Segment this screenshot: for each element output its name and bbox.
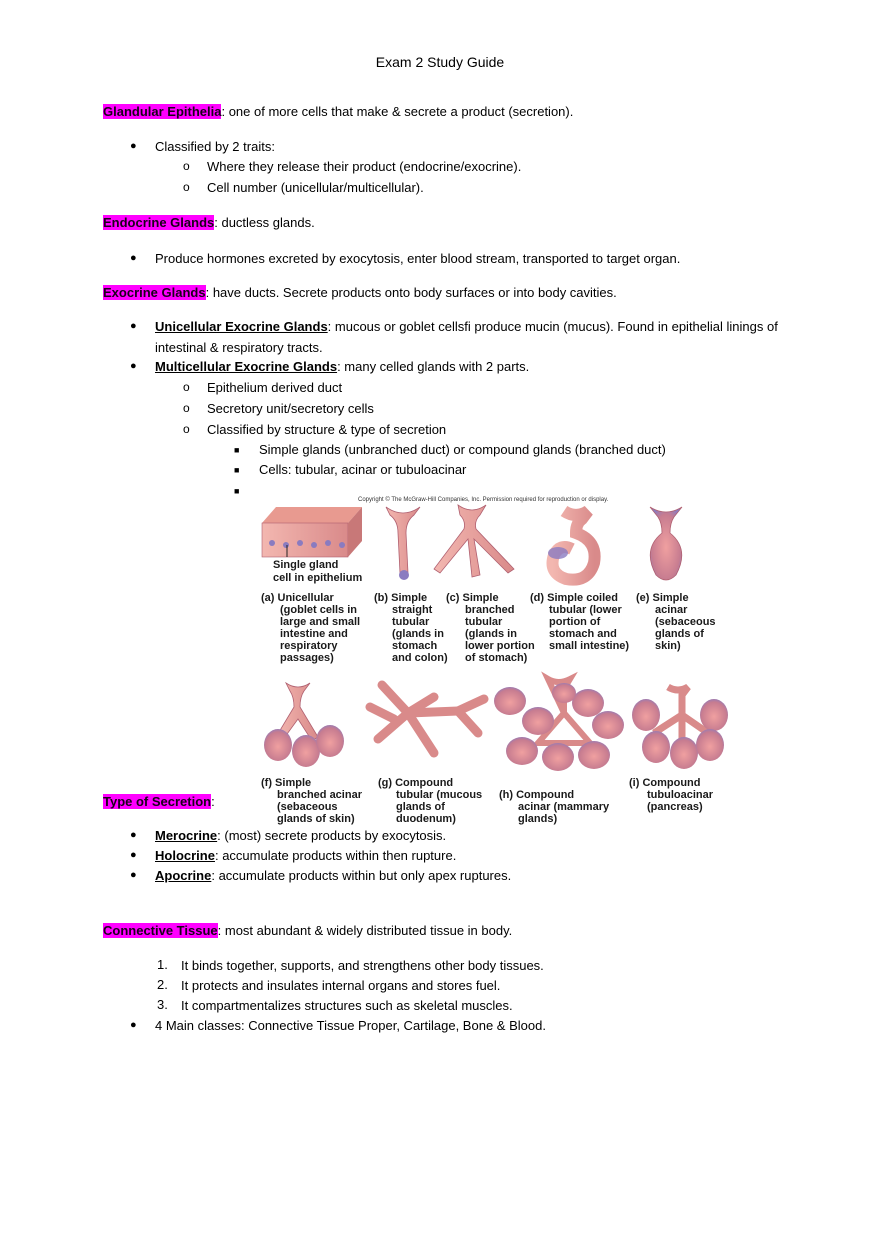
single-gland-label: Single gland cell in epithelium	[273, 559, 363, 584]
secretion-item-term: Holocrine	[155, 848, 215, 863]
connective-def: : most abundant & widely distributed tissue in body.	[217, 923, 513, 938]
secretion-item	[155, 827, 446, 845]
classified-text: Classified by 2 traits:	[155, 139, 275, 154]
secretion-item-def: : accumulate products within then rupture.	[214, 848, 457, 863]
connective-paragraph	[103, 922, 512, 940]
secretion-item	[155, 847, 456, 865]
secretion-item-term: Merocrine	[155, 828, 218, 843]
compound-tubuloacinar-illustration	[632, 687, 728, 769]
caption-b: (b) Simple straight tubular (glands in stomach and colon)	[374, 592, 448, 664]
endocrine-bullet: Produce hormones excreted by exocytosis, enter blood stream, transported to target organ.	[155, 251, 681, 266]
caption-h: (h) Compound acinar (mammary glands)	[499, 789, 610, 825]
caption-d: (d) Simple coiled tubular (lower portion of stomach and small intestine)	[530, 592, 630, 652]
secretion-item-def: : accumulate products within but only apex ruptures.	[211, 868, 512, 883]
square-bullet-icon: ■	[234, 486, 240, 496]
unicellular-line	[155, 318, 778, 336]
bullet-icon: ●	[130, 869, 137, 881]
compound-acinar-illustration	[494, 679, 624, 771]
part-item: Epithelium derived duct	[207, 380, 343, 395]
caption-a: (a) Unicellular (goblet cells in large and small intestine and respiratory passages)	[261, 592, 361, 664]
simple-branched-tubular-illustration	[434, 505, 514, 577]
secretion-paragraph	[103, 793, 215, 811]
caption-g: (g) Compound tubular (mucous glands of duodenum)	[378, 777, 483, 825]
list-number: 1.	[157, 957, 168, 972]
bullet-icon: ●	[130, 829, 137, 841]
square-bullet-icon: ■	[234, 465, 240, 475]
bullet-icon: ●	[130, 849, 137, 861]
endocrine-def: : ductless glands.	[214, 215, 315, 230]
secretion-item-term: Apocrine	[155, 868, 212, 883]
unicellular-term: Unicellular Exocrine Glands	[155, 319, 328, 334]
bullet-icon: ●	[130, 360, 137, 372]
simple-branched-acinar-illustration	[264, 683, 344, 767]
list-number: 2.	[157, 977, 168, 992]
simple-acinar-illustration	[650, 507, 682, 580]
sub-item: Cells: tubular, acinar or tubuloacinar	[259, 462, 467, 477]
part-item: Secretory unit/secretory cells	[207, 401, 374, 416]
connective-term: Connective Tissue	[103, 923, 218, 938]
numbered-item: It compartmentalizes structures such as skeletal muscles.	[181, 998, 513, 1013]
caption-e: (e) Simple acinar (sebaceous glands of skin)	[636, 592, 716, 652]
caption-c: (c) Simple branched tubular (glands in lower portion of stomach)	[446, 592, 535, 664]
circle-bullet-icon: o	[183, 422, 190, 436]
trait-item: Cell number (unicellular/multicellular).	[207, 180, 424, 195]
circle-bullet-icon: o	[183, 180, 190, 194]
unicellular-def-cont: intestinal & respiratory tracts.	[155, 340, 323, 355]
endocrine-paragraph	[103, 214, 315, 232]
figure-copyright: Copyright © The McGraw-Hill Companies, Inc. Permission required for reproduction or display.	[358, 497, 609, 503]
bullet-icon: ●	[130, 320, 137, 332]
bullet-icon: ●	[130, 252, 137, 264]
caption-f: (f) Simple branched acinar (sebaceous glands of skin)	[261, 777, 362, 825]
part-item: Classified by structure & type of secretion	[207, 422, 447, 437]
glandular-def: : one of more cells that make & secrete a product (secretion).	[221, 104, 574, 119]
caption-i: (i) Compound tubuloacinar (pancreas)	[629, 777, 714, 813]
exocrine-paragraph	[103, 284, 617, 302]
secretion-item	[155, 867, 511, 885]
multicellular-def: : many celled glands with 2 parts.	[337, 359, 530, 374]
sub-item: Simple glands (unbranched duct) or compound glands (branched duct)	[259, 442, 666, 457]
exocrine-term: Exocrine Glands	[103, 285, 206, 300]
circle-bullet-icon: o	[183, 159, 190, 173]
circle-bullet-icon: o	[183, 401, 190, 415]
unicellular-gland-illustration	[262, 507, 362, 557]
endocrine-term: Endocrine Glands	[103, 215, 215, 230]
connective-classes: 4 Main classes: Connective Tissue Proper, Cartilage, Bone & Blood.	[155, 1018, 546, 1033]
gland-types-figure	[258, 493, 728, 831]
simple-tubular-illustration	[386, 507, 420, 578]
exocrine-def: : have ducts. Secrete products onto body surfaces or into body cavities.	[205, 285, 617, 300]
page-title: Exam 2 Study Guide	[375, 54, 505, 70]
glandular-paragraph	[103, 103, 573, 121]
square-bullet-icon: ■	[234, 445, 240, 455]
glandular-term: Glandular Epithelia	[103, 104, 222, 119]
numbered-item: It binds together, supports, and strengthens other body tissues.	[181, 958, 544, 973]
multicellular-line	[155, 358, 529, 376]
numbered-item: It protects and insulates internal organs and stores fuel.	[181, 978, 501, 993]
secretion-term: Type of Secretion	[103, 794, 212, 809]
trait-item: Where they release their product (endocrine/exocrine).	[207, 159, 522, 174]
multicellular-term: Multicellular Exocrine Glands	[155, 359, 338, 374]
list-number: 3.	[157, 997, 168, 1012]
unicellular-def: : mucous or goblet cellsfi produce mucin (mucus). Found in epithelial linings of	[327, 319, 778, 334]
bullet-icon: ●	[130, 140, 137, 152]
circle-bullet-icon: o	[183, 380, 190, 394]
secretion-item-def: : (most) secrete products by exocytosis.	[217, 828, 447, 843]
compound-tubular-illustration	[370, 685, 484, 753]
bullet-icon: ●	[130, 1019, 137, 1031]
secretion-colon: :	[211, 794, 215, 809]
simple-coiled-tubular-illustration	[548, 511, 595, 580]
